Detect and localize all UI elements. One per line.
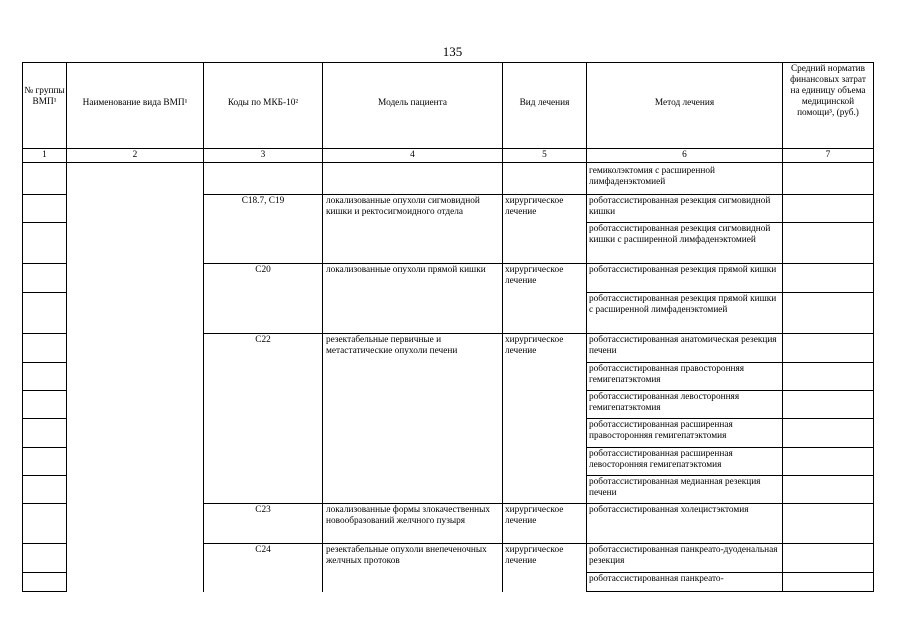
treatment-method: роботассистированная панкреато-дуоденальная резекция: [589, 545, 778, 566]
icd-code: C22: [255, 335, 271, 345]
column-number-3: 3: [260, 150, 266, 160]
treatment-method: роботассистированная резекция сигмовидной кишки с расширенной лимфаденэктомией: [589, 224, 771, 245]
icd-code: C24: [255, 545, 271, 555]
header-col-icd-codes: Коды по МКБ-10²: [227, 98, 299, 108]
treatment-method: роботассистированная расширенная правосторонняя гемигепатэктомия: [589, 420, 733, 441]
treatment-type: хирургическое лечение: [505, 196, 564, 217]
treatment-type: хирургическое лечение: [505, 335, 564, 356]
treatment-method: роботассистированная резекция сигмовидной кишки: [589, 196, 771, 217]
treatment-method: роботассистированная резекция прямой кишки: [589, 265, 777, 275]
column-number-7: 7: [825, 150, 831, 160]
header-col-group-number: № группы ВМП¹: [24, 86, 65, 107]
header-col-treatment-type: Вид лечения: [519, 98, 570, 108]
patient-model: резектабельные первичные и метастатические опухоли печени: [326, 335, 458, 356]
treatment-method: роботассистированная левосторонняя гемигепатэктомия: [589, 392, 740, 413]
treatment-method: роботассистированная резекция прямой кишки с расширенной лимфаденэктомией: [589, 294, 777, 315]
column-number-2: 2: [132, 150, 138, 160]
patient-model: локализованные формы злокачественных новообразований желчного пузыря: [326, 505, 491, 526]
treatment-type: хирургическое лечение: [505, 545, 564, 566]
treatment-method: гемиколэктомия с расширенной лимфаденэктомией: [589, 166, 715, 187]
header-col-cost-standard: Средний норматив финансовых затрат на единицу объема медицинской помощи³, (руб.): [790, 64, 866, 118]
column-number-5: 5: [542, 150, 547, 160]
header-col-vmp-name: Наименование вида ВМП¹: [82, 98, 188, 108]
patient-model: локализованные опухоли сигмовидной кишки и ректосигмоидного отдела: [326, 196, 480, 217]
page-number: 135: [442, 44, 463, 59]
icd-code: C23: [255, 505, 271, 515]
treatment-method: роботассистированная панкреато-: [589, 574, 724, 584]
treatment-method: роботассистированная медианная резекция печени: [589, 477, 761, 498]
treatment-type: хирургическое лечение: [505, 505, 564, 526]
column-number-6: 6: [682, 150, 687, 160]
treatment-method: роботассистированная расширенная левосторонняя гемигепатэктомия: [589, 449, 733, 470]
column-number-4: 4: [410, 150, 415, 160]
column-number-1: 1: [42, 150, 47, 160]
patient-model: резектабельные опухоли внепеченочных желчных протоков: [326, 545, 487, 566]
header-col-treatment-method: Метод лечения: [654, 98, 715, 108]
treatment-method: роботассистированная правосторонняя гемигепатэктомия: [589, 364, 745, 385]
treatment-type: хирургическое лечение: [505, 265, 564, 286]
icd-code: C18.7, C19: [241, 196, 285, 206]
treatment-method: роботассистированная анатомическая резекция печени: [589, 335, 777, 356]
header-col-patient-model: Модель пациента: [378, 98, 447, 108]
icd-code: C20: [255, 265, 271, 275]
treatment-method: роботассистированная холецистэктомия: [589, 505, 749, 515]
patient-model: локализованные опухоли прямой кишки: [326, 265, 486, 275]
